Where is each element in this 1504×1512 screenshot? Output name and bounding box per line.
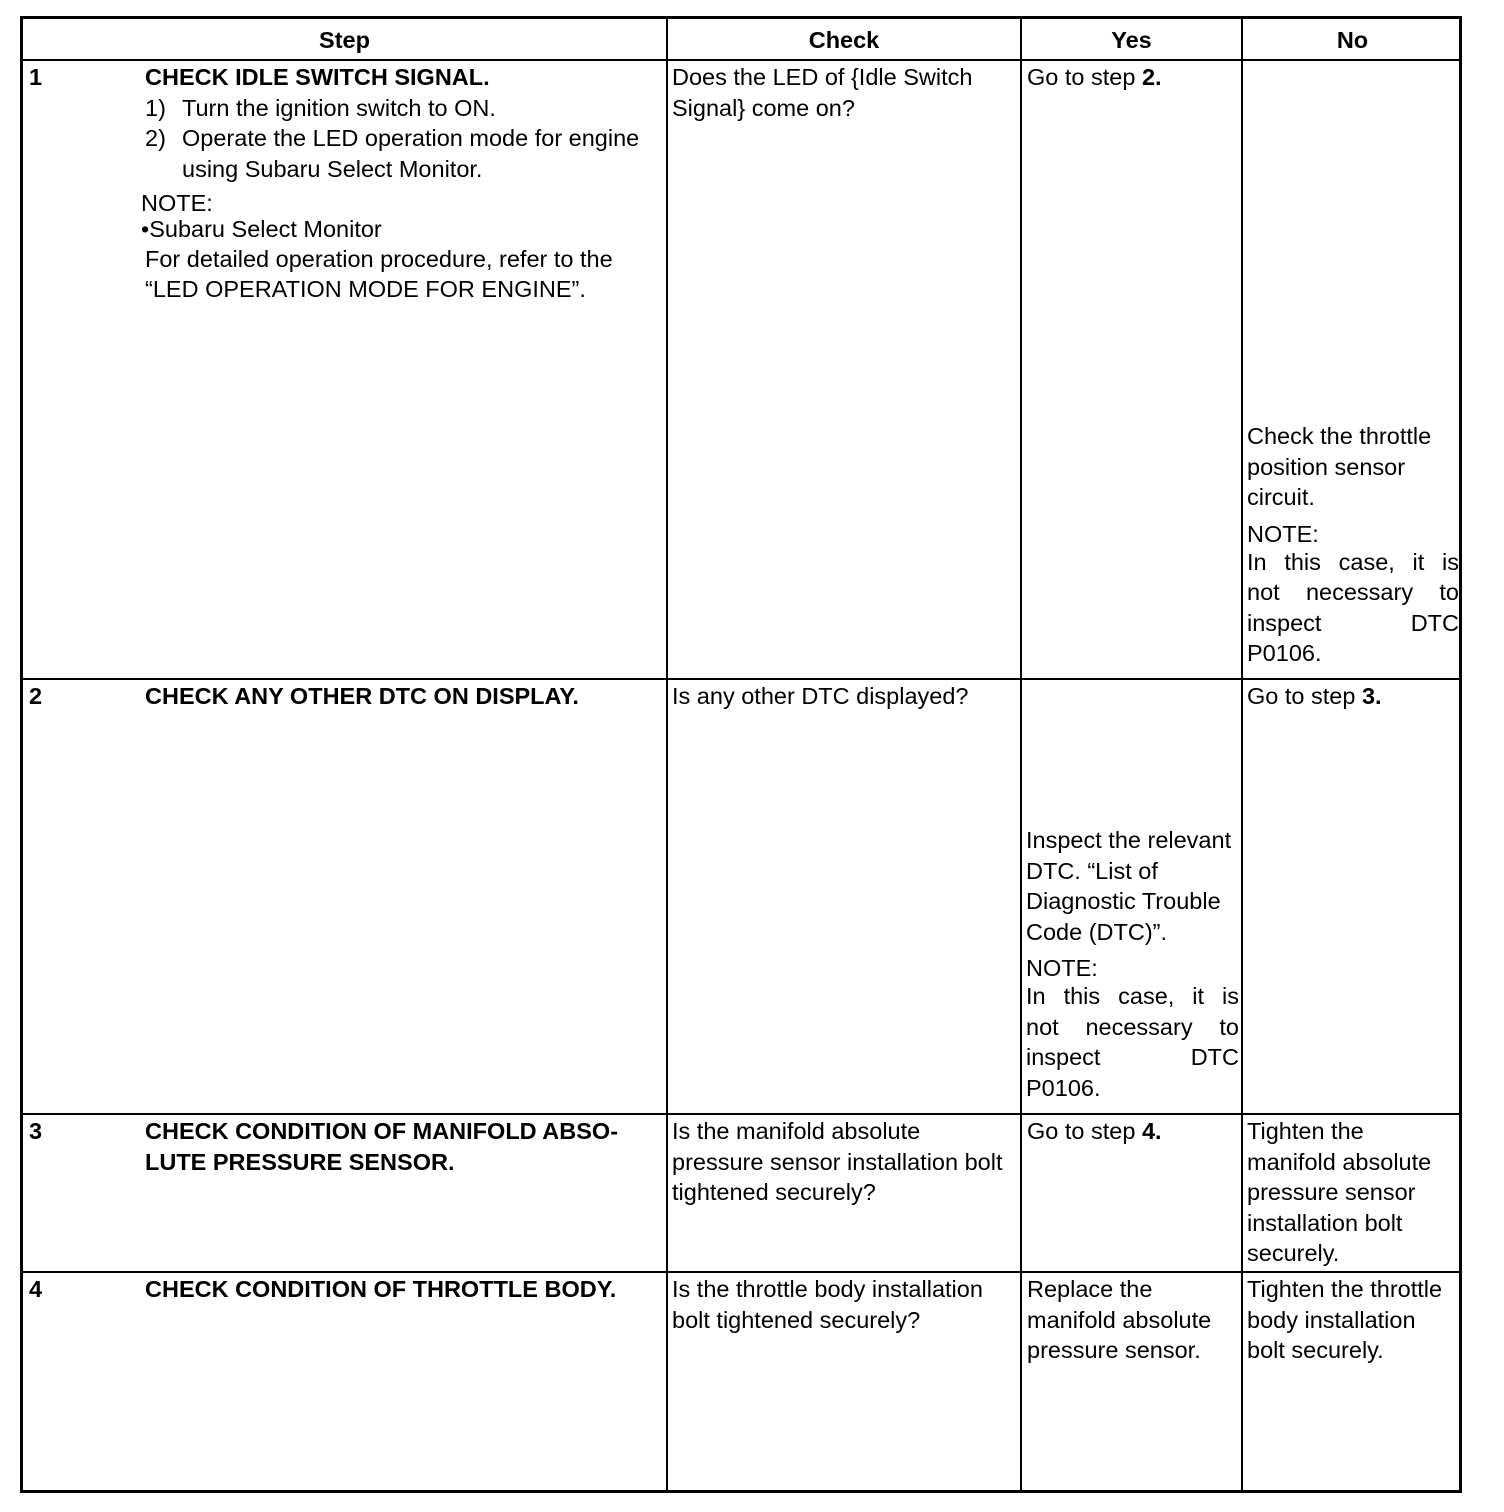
no-action: Check the throttle position sensor circuit. NOTE: In this case, it is not necessary to inspect DTC P0106. xyxy=(1247,423,1459,666)
row-divider xyxy=(23,1271,1459,1273)
row-divider xyxy=(23,678,1459,680)
no-action: Tighten the throttle body installation bolt securely. xyxy=(1247,1276,1443,1363)
step-title: CHECK IDLE SWITCH SIGNAL. xyxy=(145,64,490,90)
step-title: CHECK CONDITION OF THROTTLE BODY. xyxy=(145,1276,617,1302)
header-yes: Yes xyxy=(1111,27,1152,53)
procedure-item: 1) Turn the ignition switch to ON. xyxy=(145,94,496,121)
column-divider xyxy=(1241,19,1243,1490)
step-title: CHECK CONDITION OF MANIFOLD ABSO- LUTE PRESSURE SENSOR. xyxy=(145,1118,619,1175)
procedure-item: 2) Operate the LED operation mode for engine using Subaru Select Monitor. xyxy=(145,125,640,182)
note-label: NOTE: xyxy=(141,190,213,216)
step-number: 4 xyxy=(29,1276,43,1302)
step-cell xyxy=(141,62,660,304)
yes-action: Replace the manifold absolute pressure sensor. xyxy=(1027,1276,1212,1363)
row-divider xyxy=(23,59,1459,61)
check-question: Is the throttle body installation bolt tightened securely? xyxy=(672,1276,983,1333)
yes-action: Go to step 2. xyxy=(1027,64,1162,90)
row-divider xyxy=(23,1113,1459,1115)
no-action: Go to step 3. xyxy=(1247,683,1382,709)
column-divider xyxy=(1020,19,1022,1490)
check-question: Is any other DTC displayed? xyxy=(672,683,969,709)
note-body: •Subaru Select Monitor For detailed operation procedure, refer to the “LED OPERATION MODE FOR ENGINE”. xyxy=(141,216,613,302)
header-step: Step xyxy=(319,27,370,53)
procedure-list xyxy=(145,93,660,185)
yes-action: Inspect the relevant DTC. “List of Diagnostic Trouble Code (DTC)”. NOTE: In this case, it is not necessary to inspect DTC P0106. xyxy=(1026,827,1239,1101)
step-number: 1 xyxy=(29,64,43,90)
step-number: 2 xyxy=(29,683,43,709)
check-question: Is the manifold absolute pressure sensor installation bolt tightened securely? xyxy=(672,1118,1003,1205)
header-check: Check xyxy=(808,27,880,53)
no-action: Tighten the manifold absolute pressure sensor installation bolt securely. xyxy=(1247,1118,1432,1266)
column-divider xyxy=(666,19,668,1490)
header-no: No xyxy=(1336,27,1369,53)
step-number: 3 xyxy=(29,1118,43,1144)
yes-action: Go to step 4. xyxy=(1027,1118,1162,1144)
check-question: Does the LED of {Idle Switch Signal} come on? xyxy=(672,64,973,121)
step-title: CHECK ANY OTHER DTC ON DISPLAY. xyxy=(145,683,579,709)
diagnostic-table xyxy=(20,16,1462,1493)
